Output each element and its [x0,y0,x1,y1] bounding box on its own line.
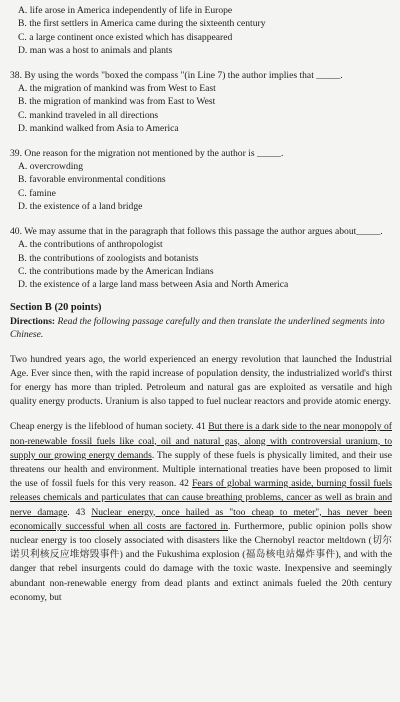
question-38 [10,69,392,136]
question-39 [10,147,392,214]
directions-label: Directions: [10,315,56,327]
section-b-directions [10,315,392,342]
underlined-segment-41: But there is a dark side to the near monopoly of non-renewable fossil fuels like coal, oil and natural gas, along with controversial uranium, to supply our growing energy demands [10,421,392,461]
passage-text: . [67,506,76,518]
option: A. overcrowding [18,161,84,173]
option: C. famine [18,187,56,199]
segment-number-42: 42 [179,478,193,490]
option: A. the contributions of anthropologist [18,239,163,251]
option: C. mankind traveled in all directions [18,109,159,121]
option: B. the migration of mankind was from East to West [18,96,216,108]
option: D. the existence of a large land mass between Asia and North America [18,279,289,291]
option: B. the contributions of zoologists and botanists [18,252,199,264]
option: C. a large continent once existed which has disappeared [18,31,233,43]
option: B. favorable environmental conditions [18,174,166,186]
option: A. life arose in America independently of life in Europe [18,5,233,16]
option: C. the contributions made by the American Indians [18,265,214,277]
passage-text: Cheap energy is the lifeblood of human society. [10,421,197,433]
directions-text: Read the following passage carefully and then translate the underlined segments into Chinese. [10,315,385,341]
passage-text: . The supply of these fuels is physically limited, and their use threatens our health and environment. Multiple international treaties have been proposed to limit the use of fossil fuels for this very reason. [10,449,392,490]
underlined-segment-43: Nuclear energy, once hailed as "too cheap to meter", has never been economically successful when all costs are factored in [10,506,392,532]
underlined-segment-42: Fears of global warming aside, burning fossil fuels releases chemicals and particulates that can cause breathing problems, cancer as well as brain and nerve damage [10,478,392,518]
passage-text: . Furthermore, public opinion polls show nuclear energy is too closely associated with disasters like the Chernobyl reactor meltdown (切尔诺贝利核反应堆熔毁事件) and the Fukushima explosion (福岛核电站爆炸事件), and with the danger that rebel insurgents could do damage with the toxic waste. Inexpensive and seemingly abundant non-renewable energy from dead plants and extinct animals fueled the 20th century economy, but [10,520,392,603]
question-stem: 40. We may assume that in the paragraph that follows this passage the author argues about_____. [10,225,383,237]
option: D. the existence of a land bridge [18,201,143,213]
passage-paragraph-1: Two hundred years ago, the world experienced an energy revolution that launched the Industrial Age. Ever since then, with the rapid increase of population density, the industrialized world's thirst for energy has more than tripled. Petroleum and natural gas are exploited as versatile and high quality energy products. Uranium is also tapped to fuel nuclear reactors and provide atomic energy. [10,353,392,408]
option: B. the first settlers in America came during the sixteenth century [18,18,266,30]
option: A. the migration of mankind was from West to East [18,83,216,95]
option: D. man was a host to animals and plants [18,45,173,57]
question-37-options [10,4,392,58]
section-b-title: Section B (20 points) [10,301,102,313]
question-stem: 39. One reason for the migration not mentioned by the author is _____. [10,147,284,159]
question-stem: 38. By using the words "boxed the compass "(in Line 7) the author implies that _____. [10,69,343,81]
passage-paragraph-2 [10,420,392,605]
question-40 [10,225,392,292]
option: D. mankind walked from Asia to America [18,123,179,135]
segment-number-43: 43 [75,506,92,518]
segment-number-41: 41 [196,421,209,433]
